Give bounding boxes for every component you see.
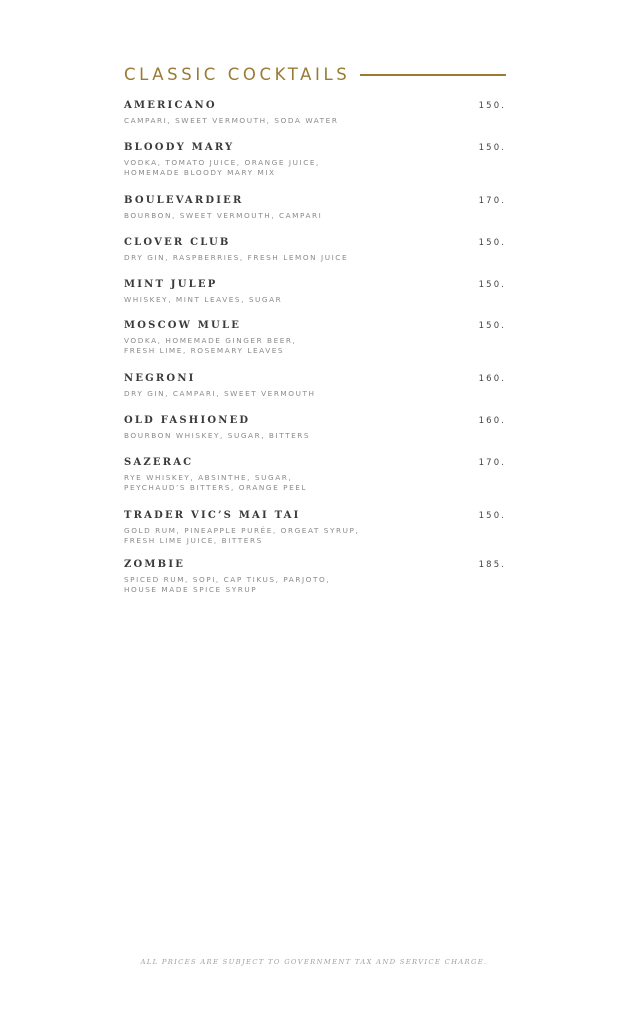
item-name: SAZERAC xyxy=(124,457,194,468)
item-price: 150. xyxy=(478,280,506,290)
item-description: VODKA, TOMATO JUICE, ORANGE JUICE, xyxy=(124,158,320,167)
menu-item xyxy=(124,559,506,595)
menu-item xyxy=(124,457,506,493)
item-description: BOURBON WHISKEY, SUGAR, BITTERS xyxy=(124,431,311,440)
item-name: CLOVER CLUB xyxy=(124,237,231,248)
menu-item xyxy=(124,142,506,178)
item-description: PEYCHAUD’S BITTERS, ORANGE PEEL xyxy=(124,483,308,492)
menu-item xyxy=(124,510,506,546)
tax-footnote: ALL PRICES ARE SUBJECT TO GOVERNMENT TAX AND SERVICE CHARGE. xyxy=(140,958,488,966)
item-description: DRY GIN, CAMPARI, SWEET VERMOUTH xyxy=(124,389,316,398)
menu-item xyxy=(124,195,506,221)
item-name: AMERICANO xyxy=(124,100,217,111)
item-price: 160. xyxy=(478,416,506,426)
section-heading xyxy=(124,62,506,86)
item-description: HOMEMADE BLOODY MARY MIX xyxy=(124,168,276,177)
menu-item xyxy=(124,320,506,356)
menu-item xyxy=(124,415,506,441)
menu-item xyxy=(124,237,506,263)
item-name: OLD FASHIONED xyxy=(124,415,251,426)
item-price: 150. xyxy=(478,321,506,331)
item-price: 170. xyxy=(478,196,506,206)
item-price: 185. xyxy=(478,560,506,570)
item-name: MINT JULEP xyxy=(124,279,218,290)
item-name: MOSCOW MULE xyxy=(124,320,242,331)
menu-item xyxy=(124,373,506,399)
item-description: HOUSE MADE SPICE SYRUP xyxy=(124,585,258,594)
item-name: BLOODY MARY xyxy=(124,142,235,153)
menu-item xyxy=(124,100,506,126)
item-name: BOULEVARDIER xyxy=(124,195,244,206)
item-price: 150. xyxy=(478,238,506,248)
menu-item xyxy=(124,279,506,305)
item-description: VODKA, HOMEMADE GINGER BEER, xyxy=(124,336,297,345)
item-description: BOURBON, SWEET VERMOUTH, CAMPARI xyxy=(124,211,323,220)
item-description: GOLD RUM, PINEAPPLE PURÉE, ORGEAT SYRUP, xyxy=(124,526,360,535)
item-price: 160. xyxy=(478,374,506,384)
item-price: 150. xyxy=(478,101,506,111)
item-price: 150. xyxy=(478,511,506,521)
section-title: CLASSIC COCKTAILS xyxy=(124,64,351,84)
item-description: CAMPARI, SWEET VERMOUTH, SODA WATER xyxy=(124,116,339,125)
item-description: WHISKEY, MINT LEAVES, SUGAR xyxy=(124,295,283,304)
heading-divider xyxy=(360,74,506,76)
item-description: SPICED RUM, SOPI, CAP TIKUS, PARJOTO, xyxy=(124,575,331,584)
item-price: 150. xyxy=(478,143,506,153)
item-description: RYE WHISKEY, ABSINTHE, SUGAR, xyxy=(124,473,293,482)
item-description: FRESH LIME JUICE, BITTERS xyxy=(124,536,263,545)
item-name: NEGRONI xyxy=(124,373,196,384)
item-name: ZOMBIE xyxy=(124,559,186,570)
item-name: TRADER VIC’S MAI TAI xyxy=(124,510,301,521)
item-description: DRY GIN, RASPBERRIES, FRESH LEMON JUICE xyxy=(124,253,349,262)
item-price: 170. xyxy=(478,458,506,468)
item-description: FRESH LIME, ROSEMARY LEAVES xyxy=(124,346,285,355)
